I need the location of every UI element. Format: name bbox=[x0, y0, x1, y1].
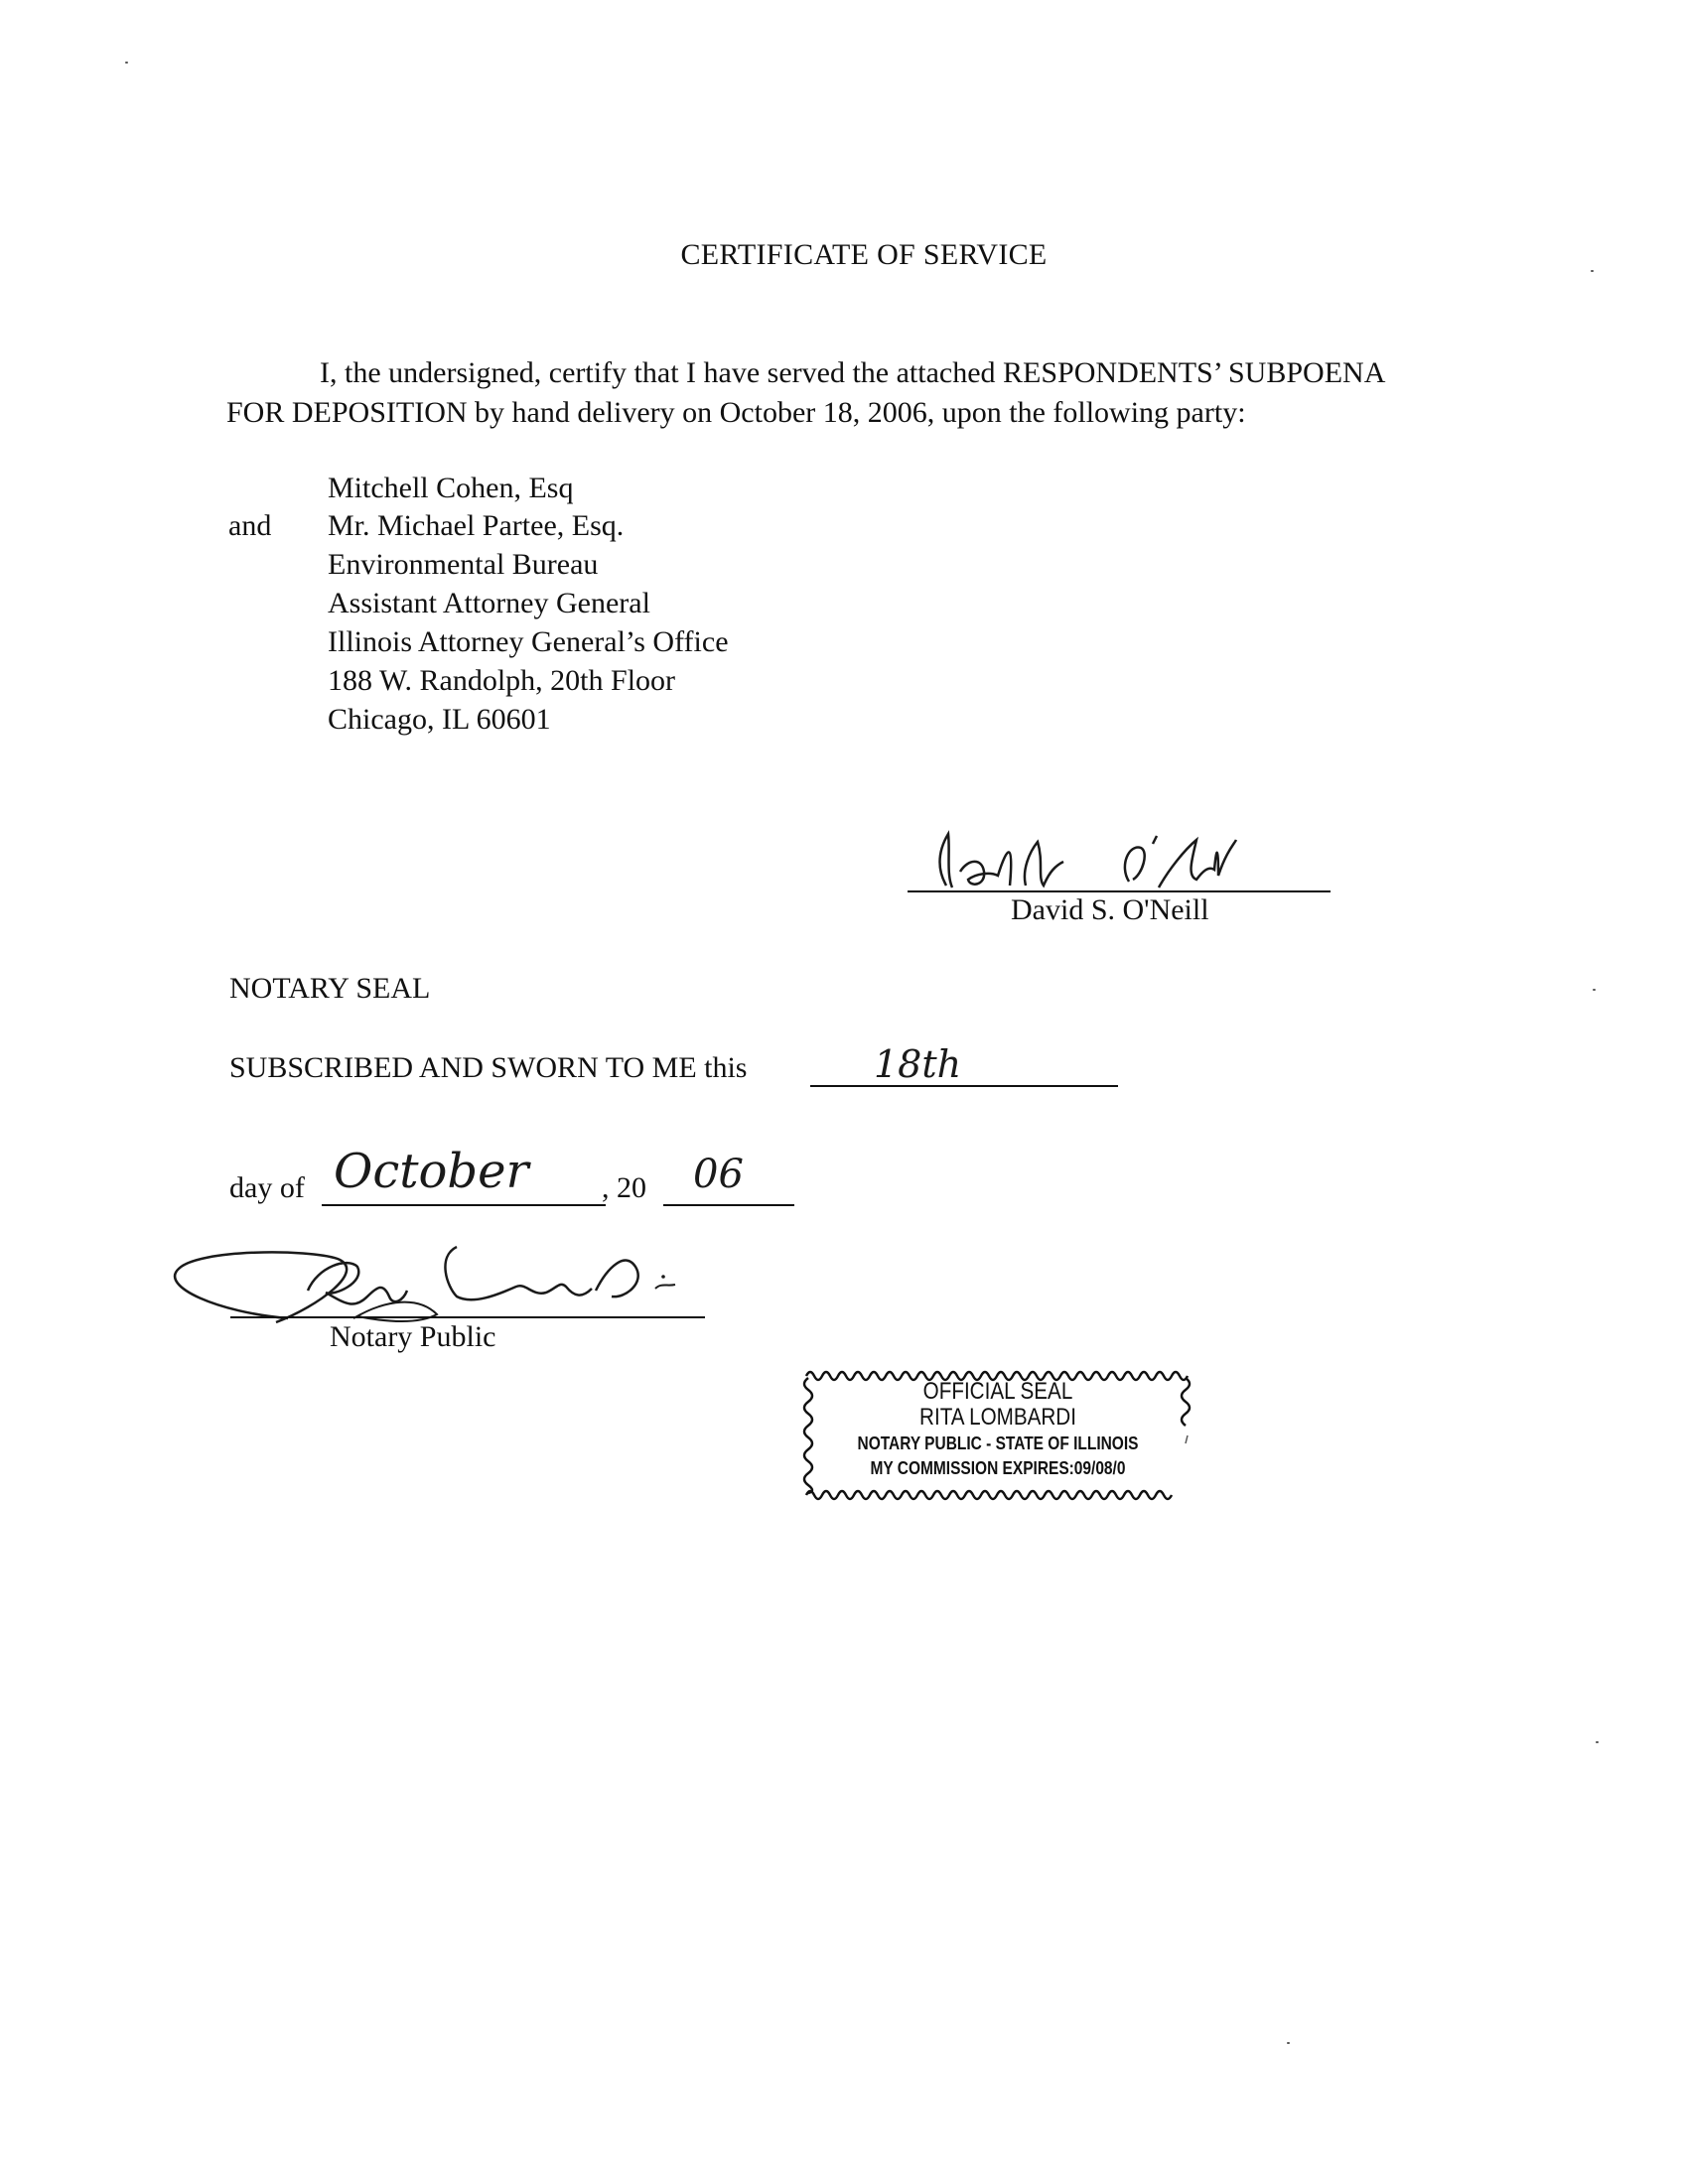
addressee-line: Assistant Attorney General bbox=[328, 587, 650, 619]
notary-public-label: Notary Public bbox=[330, 1320, 496, 1353]
body-line-2: FOR DEPOSITION by hand delivery on October 18, 2006, upon the following party: bbox=[226, 396, 1246, 429]
seal-line-2: RITA LOMBARDI bbox=[919, 1404, 1076, 1431]
seal-line-3: NOTARY PUBLIC - STATE OF ILLINOIS bbox=[857, 1433, 1139, 1453]
sworn-day-handwritten: 18th bbox=[874, 1042, 962, 1086]
signer-name: David S. O'Neill bbox=[1011, 893, 1209, 926]
seal-line-1: OFFICIAL SEAL bbox=[922, 1378, 1073, 1405]
official-seal-stamp bbox=[800, 1364, 1195, 1505]
addressee-line: Mitchell Cohen, Esq bbox=[328, 472, 574, 504]
month-handwritten: October bbox=[334, 1144, 529, 1199]
addressee-line: Illinois Attorney General’s Office bbox=[328, 625, 729, 658]
body-line-1: I, the undersigned, certify that I have served the attached RESPONDENTS’ SUBPOENA bbox=[320, 356, 1386, 389]
month-line bbox=[322, 1204, 606, 1206]
year-line bbox=[663, 1204, 794, 1206]
notary-seal-heading: NOTARY SEAL bbox=[229, 972, 431, 1005]
addressee-line: 188 W. Randolph, 20th Floor bbox=[328, 664, 676, 697]
addressee-line: Chicago, IL 60601 bbox=[328, 703, 551, 736]
seal-line-4: MY COMMISSION EXPIRES:09/08/0 bbox=[870, 1458, 1126, 1478]
sworn-day-line bbox=[810, 1085, 1118, 1087]
addressee-line: Environmental Bureau bbox=[328, 548, 599, 581]
year-handwritten: 06 bbox=[693, 1152, 744, 1197]
year-prefix: , 20 bbox=[602, 1171, 646, 1204]
conjunction-and: and bbox=[228, 509, 272, 542]
document-title: CERTIFICATE OF SERVICE bbox=[680, 238, 1048, 271]
sworn-statement: SUBSCRIBED AND SWORN TO ME this bbox=[229, 1051, 748, 1084]
day-of-label: day of bbox=[229, 1171, 305, 1204]
addressee-line: Mr. Michael Partee, Esq. bbox=[328, 509, 625, 542]
